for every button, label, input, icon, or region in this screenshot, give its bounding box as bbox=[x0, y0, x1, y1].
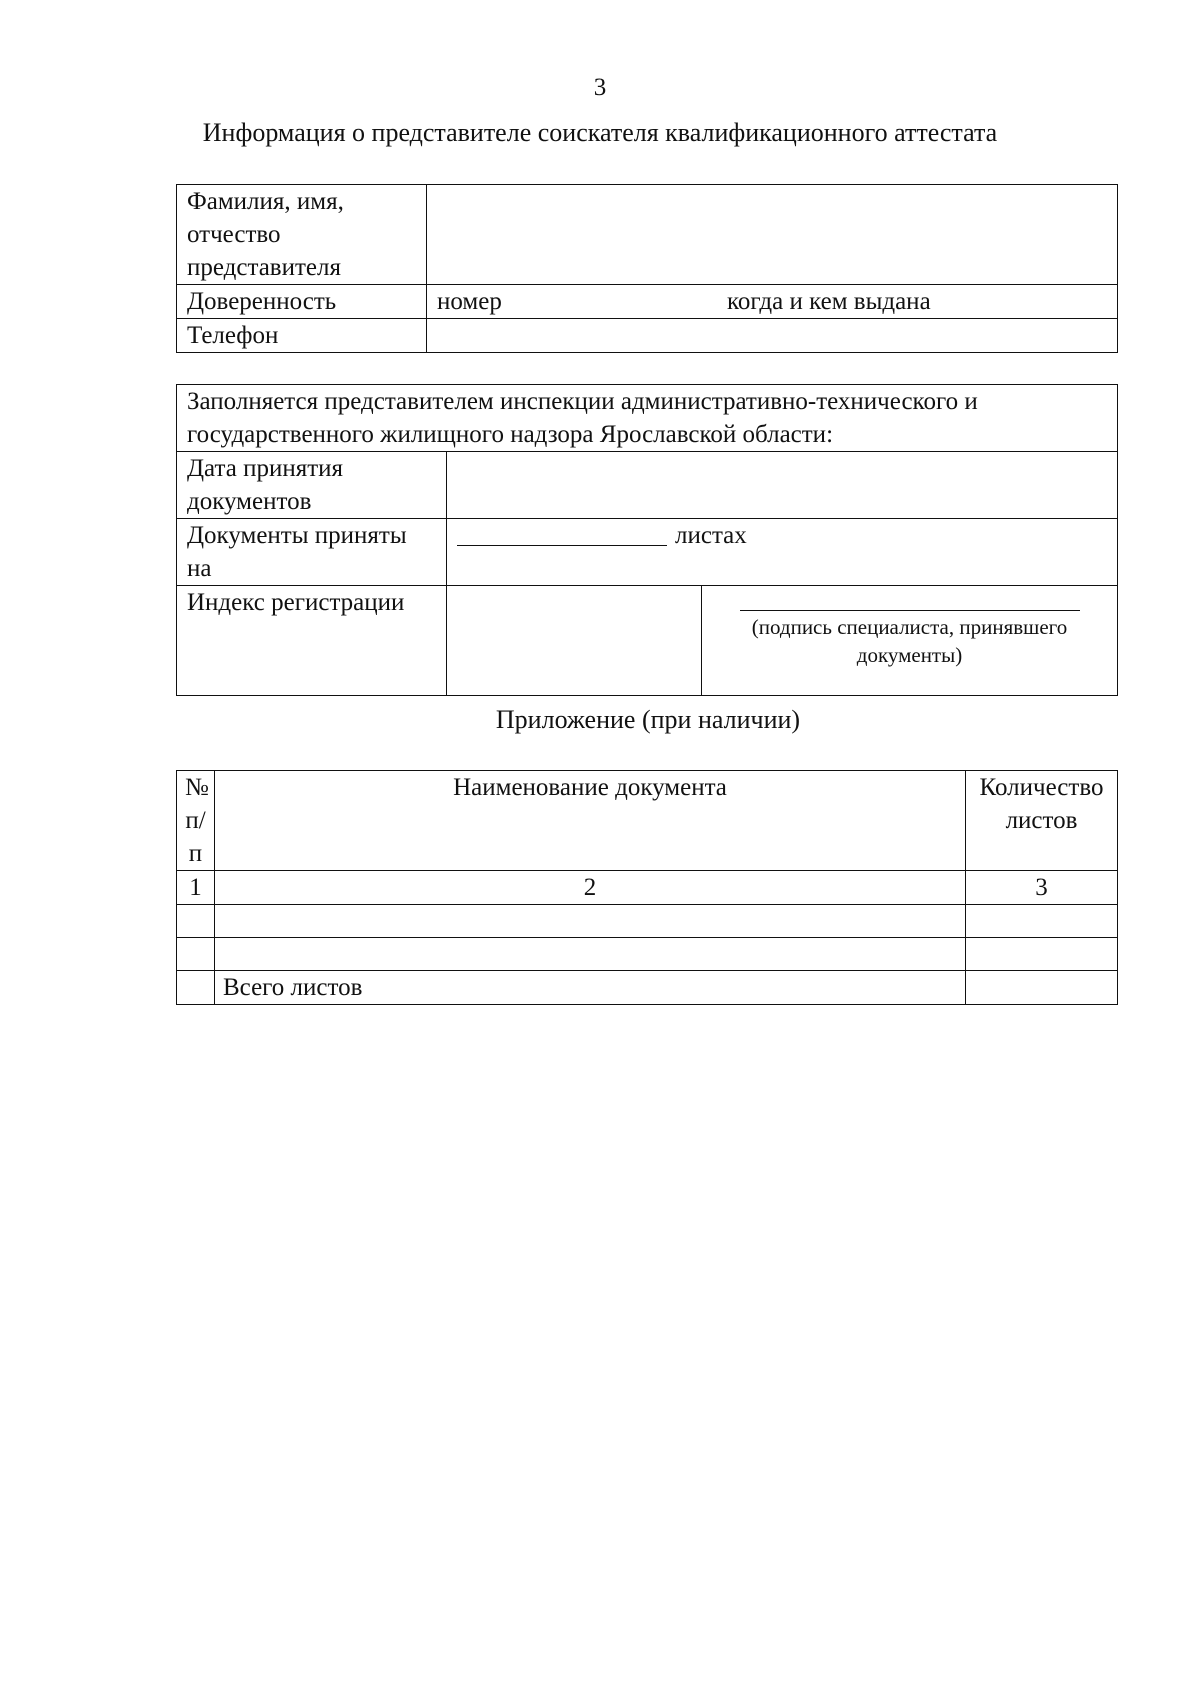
index-field[interactable] bbox=[447, 586, 702, 696]
table-row bbox=[177, 905, 1118, 938]
date-label: Дата принятия документов bbox=[177, 452, 447, 519]
total-sheets-field[interactable] bbox=[966, 971, 1118, 1005]
empty-cell[interactable] bbox=[177, 905, 215, 938]
table-row bbox=[177, 519, 1118, 586]
proxy-label: Доверенность bbox=[177, 285, 427, 319]
index-label: Индекс регистрации bbox=[177, 586, 447, 696]
empty-cell[interactable] bbox=[215, 938, 966, 971]
empty-cell[interactable] bbox=[215, 905, 966, 938]
column-header-name: Наименование документа bbox=[215, 771, 966, 871]
appendix-title: Приложение (при наличии) bbox=[495, 705, 801, 734]
representative-table bbox=[176, 184, 1118, 353]
table-row bbox=[177, 285, 1118, 319]
inspection-header: Заполняется представителем инспекции административно-технического и государственного жилищного надзора Ярославской области: bbox=[177, 385, 1118, 452]
signature-cell[interactable] bbox=[702, 586, 1118, 696]
sheets-field[interactable] bbox=[447, 519, 1118, 586]
signature-line bbox=[740, 610, 1080, 611]
empty-cell bbox=[177, 971, 215, 1005]
empty-cell[interactable] bbox=[177, 938, 215, 971]
proxy-field[interactable] bbox=[427, 285, 1118, 319]
column-index-1: 1 bbox=[177, 871, 215, 905]
signature-caption: (подпись специалиста, принявшего документы) bbox=[751, 615, 1068, 667]
inspection-table bbox=[176, 384, 1118, 696]
table-row bbox=[177, 938, 1118, 971]
page-number: 3 bbox=[593, 74, 607, 101]
appendix-table bbox=[176, 770, 1118, 1005]
table-row bbox=[177, 971, 1118, 1005]
representative-section-title: Информация о представителе соискателя квалификационного аттестата bbox=[202, 118, 998, 147]
sheets-label: Документы приняты на bbox=[177, 519, 447, 586]
table-row bbox=[177, 771, 1118, 871]
phone-label: Телефон bbox=[177, 319, 427, 353]
empty-cell[interactable] bbox=[966, 938, 1118, 971]
table-row bbox=[177, 185, 1118, 285]
full-name-label: Фамилия, имя, отчество представителя bbox=[177, 185, 427, 285]
table-row bbox=[177, 319, 1118, 353]
table-row bbox=[177, 452, 1118, 519]
table-row bbox=[177, 871, 1118, 905]
total-sheets-label: Всего листов bbox=[215, 971, 966, 1005]
sheets-suffix: листах bbox=[675, 522, 747, 549]
column-header-sheets: Количество листов bbox=[966, 771, 1118, 871]
empty-cell[interactable] bbox=[966, 905, 1118, 938]
sheets-blank-line bbox=[457, 519, 667, 546]
table-row bbox=[177, 586, 1118, 696]
date-field[interactable] bbox=[447, 452, 1118, 519]
column-index-3: 3 bbox=[966, 871, 1118, 905]
column-header-number: № п/п bbox=[177, 771, 215, 871]
phone-field[interactable] bbox=[427, 319, 1118, 353]
full-name-field[interactable] bbox=[427, 185, 1118, 285]
table-row bbox=[177, 385, 1118, 452]
column-index-2: 2 bbox=[215, 871, 966, 905]
proxy-issued-label: когда и кем выдана bbox=[727, 288, 931, 315]
proxy-number-label: номер bbox=[437, 288, 502, 315]
